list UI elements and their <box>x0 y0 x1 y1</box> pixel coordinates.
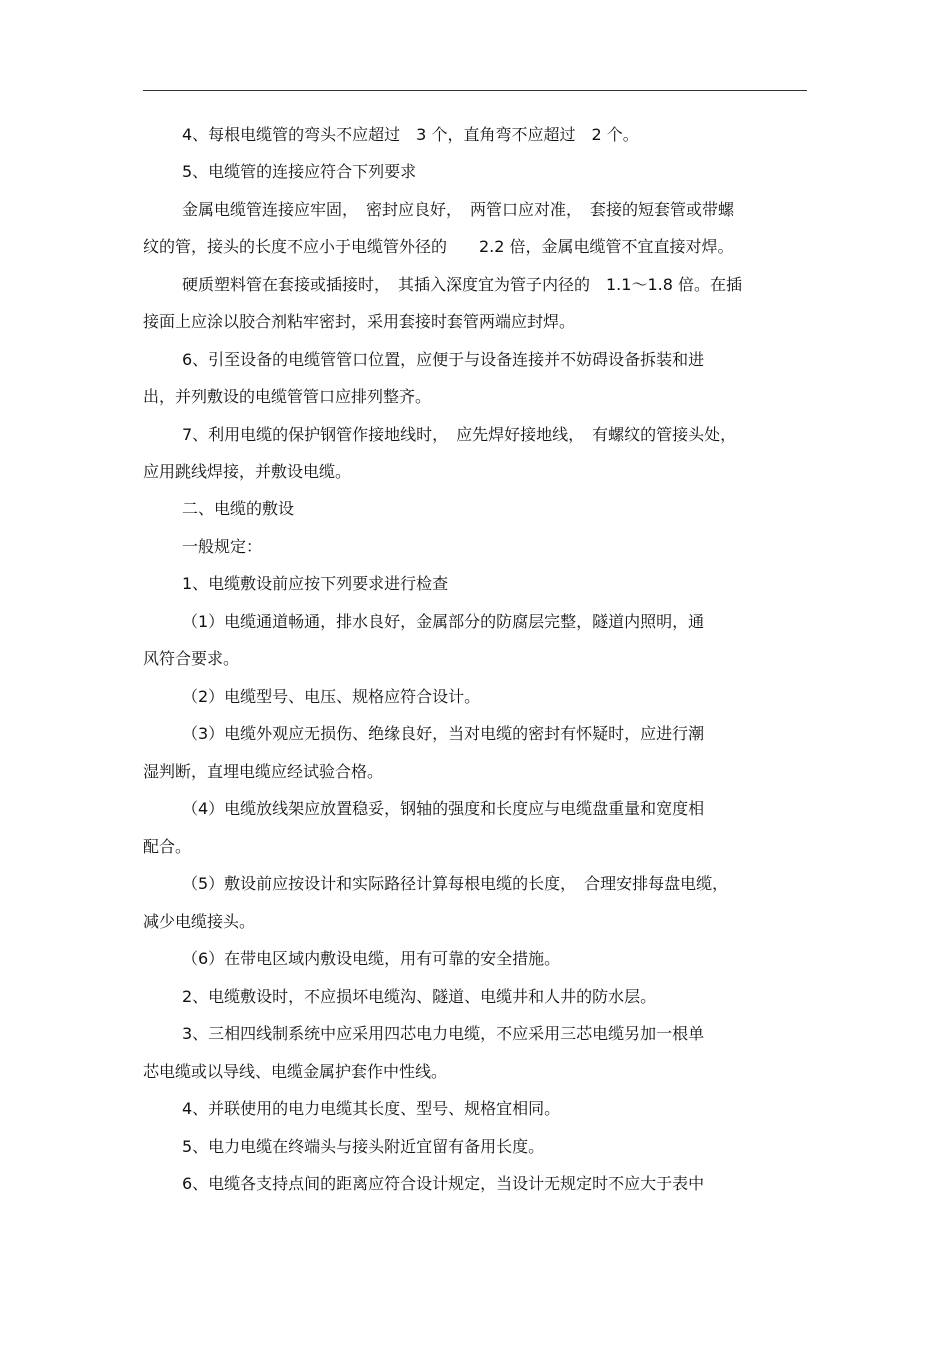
text-line: 7、利用电缆的保护钢管作接地线时， 应先焊好接地线， 有螺纹的管接头处， <box>182 425 737 444</box>
text-line: 应用跳线焊接，并敷设电缆。 <box>143 462 352 481</box>
text-line: 4、每根电缆管的弯头不应超过 3 个，直角弯不应超过 2 个。 <box>182 125 639 144</box>
section-heading: 二、电缆的敷设 <box>182 499 295 518</box>
text-line: 一般规定： <box>182 537 263 556</box>
text-line: （1）电缆通道畅通，排水良好，金属部分的防腐层完整，隧道内照明，通 <box>182 612 705 631</box>
text-line: 5、电力电缆在终端头与接头附近宜留有备用长度。 <box>182 1137 545 1156</box>
text-line: （6）在带电区域内敷设电缆，用有可靠的安全措施。 <box>182 949 561 968</box>
text-line: （3）电缆外观应无损伤、绝缘良好，当对电缆的密封有怀疑时，应进行潮 <box>182 724 705 743</box>
text-line: 减少电缆接头。 <box>143 912 256 931</box>
text-line: 6、电缆各支持点间的距离应符合设计规定，当设计无规定时不应大于表中 <box>182 1174 705 1193</box>
text-line: 2、电缆敷设时，不应损坏电缆沟、隧道、电缆井和人井的防水层。 <box>182 987 657 1006</box>
text-line: （5）敷设前应按设计和实际路径计算每根电缆的长度， 合理安排每盘电缆， <box>182 874 729 893</box>
text-line: 硬质塑料管在套接或插接时， 其插入深度宜为管子内径的 1.1～1.8 倍。在插 <box>182 275 742 294</box>
text-line: 3、三相四线制系统中应采用四芯电力电缆，不应采用三芯电缆另加一根单 <box>182 1024 705 1043</box>
text-line: 接面上应涂以胶合剂粘牢密封，采用套接时套管两端应封焊。 <box>143 312 576 331</box>
text-line: （2）电缆型号、电压、规格应符合设计。 <box>182 687 481 706</box>
text-line: 4、并联使用的电力电缆其长度、型号、规格宜相同。 <box>182 1099 561 1118</box>
text-line: （4）电缆放线架应放置稳妥，钢轴的强度和长度应与电缆盘重量和宽度相 <box>182 799 705 818</box>
text-line: 芯电缆或以导线、电缆金属护套作中性线。 <box>143 1062 448 1081</box>
header-rule <box>143 90 807 91</box>
text-line: 6、引至设备的电缆管管口位置，应便于与设备连接并不妨碍设备拆装和进 <box>182 350 705 369</box>
text-line: 风符合要求。 <box>143 649 240 668</box>
text-line: 配合。 <box>143 837 192 856</box>
text-line: 5、电缆管的连接应符合下列要求 <box>182 162 417 181</box>
text-line: 纹的管，接头的长度不应小于电缆管外径的 2.2 倍，金属电缆管不宜直接对焊。 <box>143 237 734 256</box>
text-line: 金属电缆管连接应牢固， 密封应良好， 两管口应对准， 套接的短套管或带螺 <box>182 200 735 219</box>
text-line: 出，并列敷设的电缆管管口应排列整齐。 <box>143 387 432 406</box>
text-line: 湿判断，直埋电缆应经试验合格。 <box>143 762 384 781</box>
text-line: 1、电缆敷设前应按下列要求进行检查 <box>182 574 449 593</box>
